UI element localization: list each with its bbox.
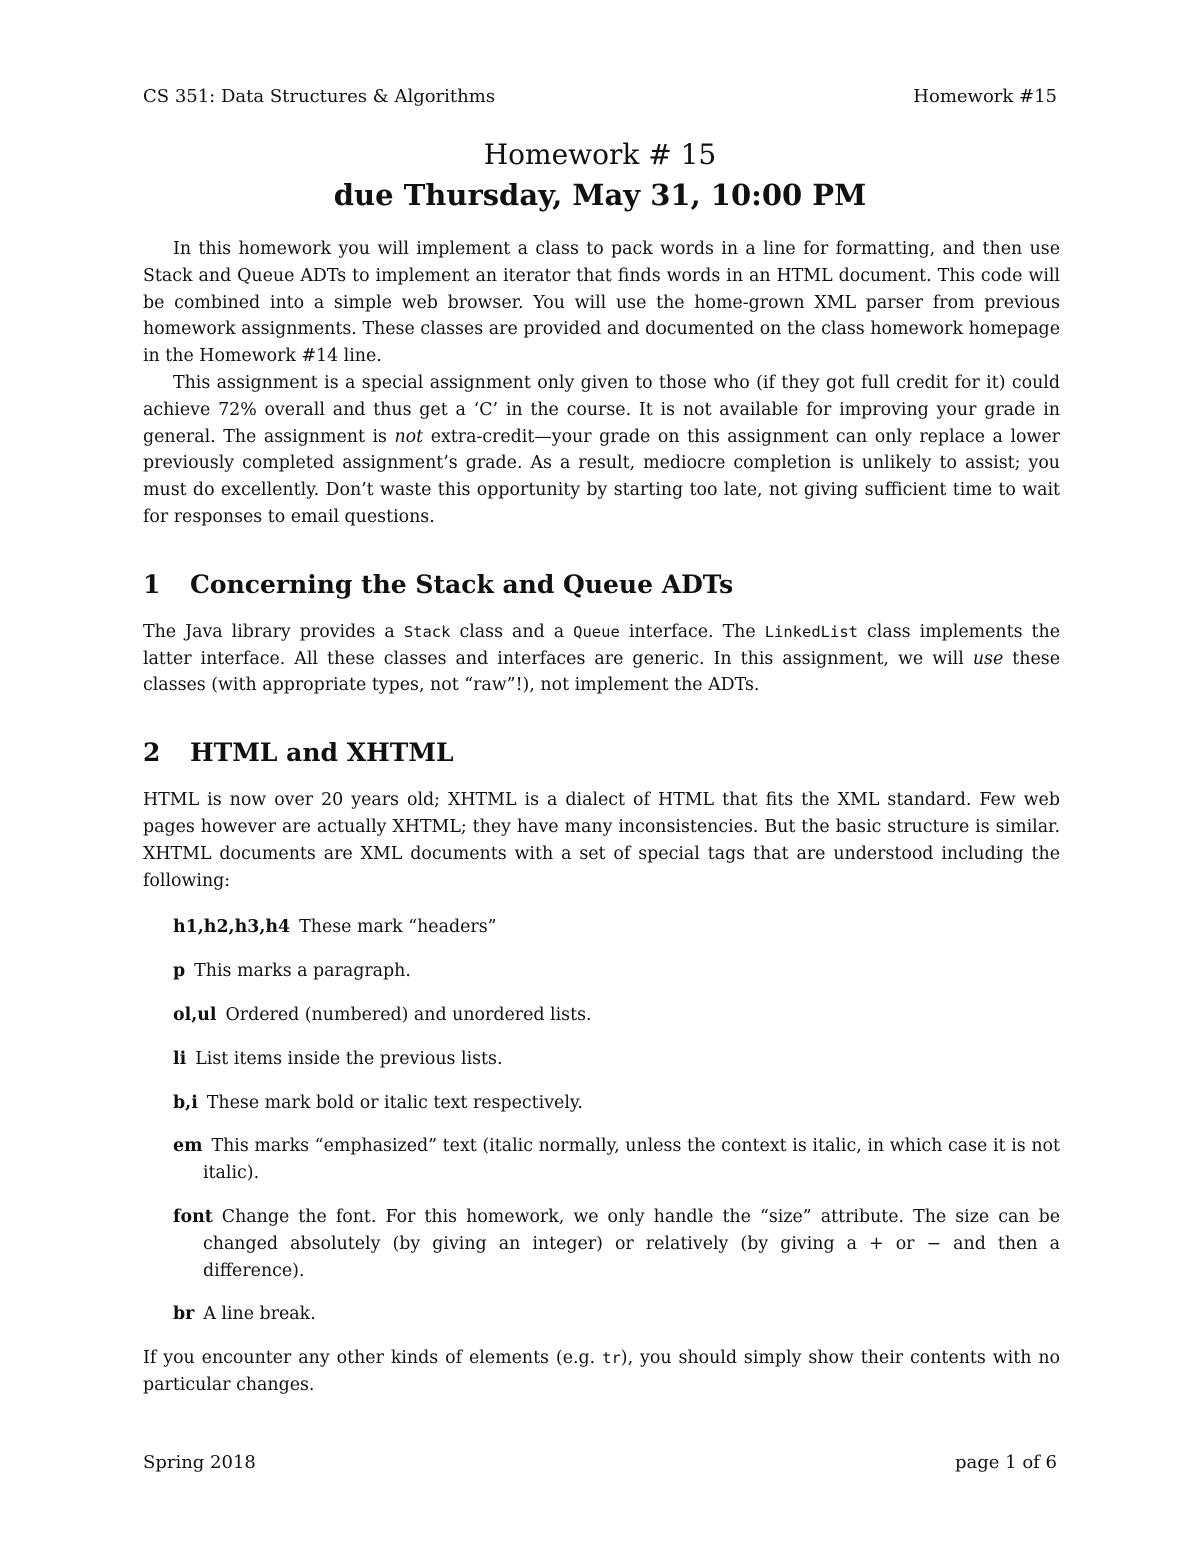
list-item-desc: Ordered (numbered) and unordered lists. [225, 1004, 592, 1025]
list-item-term: h1,h2,h3,h4 [173, 917, 291, 938]
footer-page-number: page 1 of 6 [955, 1452, 1057, 1473]
list-item [143, 1046, 1060, 1073]
list-item-term: b,i [173, 1092, 198, 1113]
list-item-term: ol,ul [173, 1004, 217, 1025]
running-header [143, 86, 1057, 107]
section-2-paragraph-1: HTML is now over 20 years old; XHTML is a dialect of HTML that fits the XML standard. Few web pages however are actually XHTML; they have many inconsistencies. But the basic structure is similar. XHTML documents are XML documents with a set of special tags that are understood including the following: [143, 790, 1060, 891]
emphasis-not: not [394, 426, 424, 447]
section-2-heading [143, 737, 1060, 769]
code-stack: Stack [403, 622, 451, 641]
list-item [143, 958, 1060, 985]
footer-term: Spring 2018 [143, 1452, 256, 1473]
document-body [143, 236, 1060, 1399]
list-item [143, 914, 1060, 941]
list-item-desc: This marks a paragraph. [194, 961, 411, 982]
intro-paragraph-2: This assignment is a special assignment only given to those who (if they got full credit for it) could achieve 72% overall and thus get a ‘C’ in the course. It is not available for improving your grade in general. The assignment is not extra-credit—your grade on this assignment can only replace a lower previously completed assignment’s grade. As a result, mediocre completion is unlikely to assist; you must do excellently. Don’t waste this opportunity by starting too late, not giving sufficient time to wait for responses to email questions. [143, 372, 1060, 527]
list-item [143, 1301, 1060, 1328]
list-item [143, 1133, 1060, 1187]
list-item-desc: These mark “headers” [299, 917, 497, 938]
code-linkedlist: LinkedList [764, 622, 859, 641]
title-block [143, 136, 1057, 216]
list-item-term: font [173, 1206, 213, 1227]
emphasis-use: use [972, 648, 1004, 669]
intro-paragraph-1: In this homework you will implement a class to pack words in a line for formatting, and then use Stack and Queue ADTs to implement an iterator that finds words in an HTML document. This code will be combined into a simple web browser. You will use the home-grown XML parser from previous homework assignments. These classes are provided and documented on the class homework homepage in the Homework #14 line. [143, 239, 1060, 367]
due-date: due Thursday, May 31, 10:00 PM [333, 178, 867, 212]
list-item-desc: This marks “emphasized” text (italic normally, unless the context is italic, in which case it is not italic). [203, 1136, 1060, 1184]
list-item-term: br [173, 1304, 195, 1325]
list-item [143, 1204, 1060, 1284]
list-item [143, 1002, 1060, 1029]
section-1-paragraph: The Java library provides a Stack class and a Queue interface. The LinkedList class implements the latter interface. All these classes and interfaces are generic. In this assignment, we will use these classes (with appropriate types, not “raw”!), not implement the ADTs. [143, 621, 1060, 696]
tag-description-list [143, 914, 1060, 1328]
page-title: Homework # 15 [483, 138, 717, 171]
section-1-number: 1 [143, 569, 161, 599]
list-item-term: p [173, 961, 186, 982]
list-item-term: em [173, 1136, 203, 1157]
section-2-paragraph-2: If you encounter any other kinds of elements (e.g. tr), you should simply show their contents with no particular changes. [143, 1348, 1060, 1395]
list-item-desc: List items inside the previous lists. [195, 1048, 503, 1069]
section-1-heading [143, 569, 1060, 601]
list-item [143, 1090, 1060, 1117]
list-item-desc: These mark bold or italic text respectively. [206, 1092, 583, 1113]
code-tr: tr [602, 1349, 621, 1368]
section-2-title: HTML and XHTML [190, 738, 454, 768]
list-item-term: li [173, 1048, 187, 1069]
page-footer [143, 1452, 1057, 1473]
section-2-number: 2 [143, 738, 161, 768]
header-course: CS 351: Data Structures & Algorithms [143, 86, 496, 107]
section-1-title: Concerning the Stack and Queue ADTs [190, 569, 734, 599]
code-queue: Queue [573, 622, 620, 641]
list-item-desc: Change the font. For this homework, we only handle the “size” attribute. The size can be changed absolutely (by giving an integer) or relatively (by giving a + or − and then a difference). [203, 1206, 1060, 1281]
header-homework: Homework #15 [913, 86, 1057, 107]
list-item-desc: A line break. [203, 1304, 316, 1325]
